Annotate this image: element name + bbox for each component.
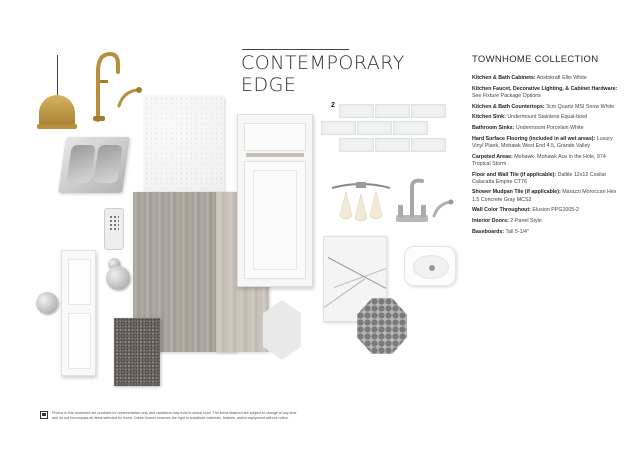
tile (357, 121, 392, 135)
spec-item (472, 136, 622, 150)
tile (321, 121, 356, 135)
spec-item (472, 104, 622, 111)
spec-value: Elusion PPG1005-2 (530, 207, 579, 214)
spec-label: Floor and Wall Tile (if applicable): (472, 171, 557, 178)
spec-value: See Fixture Package Options (472, 92, 541, 99)
spec-label: Kitchen & Bath Cabinets: (472, 75, 536, 81)
cabinet-door-inset (253, 170, 297, 270)
spec-item (472, 125, 622, 132)
pendant-cord (57, 55, 58, 99)
cabinet-drawer (244, 123, 306, 151)
drain-icon (429, 265, 435, 271)
tile (411, 104, 446, 118)
title-rule (242, 49, 349, 50)
door-knob-icon (106, 266, 130, 290)
spec-item (472, 172, 622, 186)
interior-door-sample (61, 250, 96, 376)
door-lower-panel (68, 313, 91, 369)
spec-item (472, 189, 622, 203)
bath-hardware-icon (432, 198, 456, 218)
spec-item (472, 86, 622, 100)
specs-panel (472, 54, 622, 239)
sink-bowl-right (93, 145, 122, 183)
cabinet-door-sample (237, 114, 313, 287)
cabinet-handle (246, 153, 304, 157)
tile-number: 2 (331, 102, 335, 109)
spec-label: Interior Doors: (472, 218, 509, 225)
spec-item (472, 114, 622, 121)
page-title (241, 52, 405, 96)
pendant-rim (37, 124, 77, 129)
quartz-countertop-sample (144, 96, 224, 196)
sink-basin (413, 255, 449, 279)
tile (375, 104, 410, 118)
tile (339, 138, 374, 152)
spec-label: Baseboards: (472, 228, 505, 235)
vanity-light-icon (326, 178, 396, 226)
spec-value: Aristokraft Ellis White (535, 75, 587, 81)
title-line-2: EDGE (241, 74, 297, 96)
subway-tile-sample (313, 104, 460, 156)
spec-value: Daltile 12x12 Cosilar Calacatta Empire CT76 (472, 171, 607, 185)
door-upper-panel (68, 259, 91, 305)
keypad-lock-icon (104, 208, 124, 250)
bath-faucet-icon (392, 175, 432, 227)
kitchen-faucet-icon (90, 50, 120, 122)
carpet-sample (114, 318, 160, 386)
porcelain-sink-sample (404, 246, 456, 286)
tile (411, 138, 446, 152)
door-knob-icon (36, 292, 58, 314)
spec-label: Wall Color Throughout: (472, 207, 531, 214)
equal-housing-icon (40, 411, 48, 419)
spec-value: Luxury Vinyl Plank, Mohawk West End 4.5, Grande Valley (472, 135, 613, 149)
spec-value: 3cm Quartz MSI Snow White (544, 103, 615, 110)
collection-heading: TOWNHOME COLLECTION (472, 54, 599, 65)
spec-value: Marazzi Moroccan Hex 1.5 Concrete Gray MCS2 (472, 189, 617, 203)
tile (339, 104, 374, 118)
cabinet-pull-icon (117, 86, 145, 108)
spec-item (472, 229, 622, 236)
stainless-sink-sample (58, 137, 130, 193)
spec-label: Carpeted Areas: (472, 153, 513, 160)
spec-item (472, 75, 622, 82)
spec-item (472, 207, 622, 214)
tile (375, 138, 410, 152)
spec-label: Kitchen Sink: (472, 114, 506, 121)
spec-value: 2-Panel Style (508, 218, 542, 225)
spec-item (472, 154, 622, 168)
spec-label: Bathroom Sinks: (472, 125, 515, 132)
sink-bowl-left (66, 145, 95, 183)
spec-value: Tall 5-1/4" (504, 228, 529, 235)
specs-list (472, 75, 622, 236)
tile (393, 121, 428, 135)
spec-item (472, 218, 622, 225)
footer-disclaimer: Photos in this document are provided for representation only and variations may exist in actual color. The items featured are subject to change at any time and do not encompass all items selected for home. Drees Homes reserves the right to substitute materials, finishes, and/or equipment without notice. (52, 411, 297, 420)
spec-label: Kitchen & Bath Countertops: (472, 103, 545, 110)
spec-value: Undermount Stainless Equal-bowl (505, 114, 588, 121)
cabinet-door-panel (244, 161, 306, 279)
spec-label: Shower Mudpan Tile (if applicable): (472, 189, 561, 196)
spec-value: Undermount Porcelain White (514, 125, 584, 132)
title-line-1: CONTEMPORARY (241, 52, 405, 74)
spec-label: Kitchen Faucet, Decorative Lighting, & Cabinet Hardware: (472, 85, 618, 92)
spec-value: Mohawk- Mohawk Ace in the Hole, 974 Tropical Storm (472, 153, 606, 167)
spec-label: Hard Surface Flooring (included in all wet areas): (472, 135, 596, 142)
